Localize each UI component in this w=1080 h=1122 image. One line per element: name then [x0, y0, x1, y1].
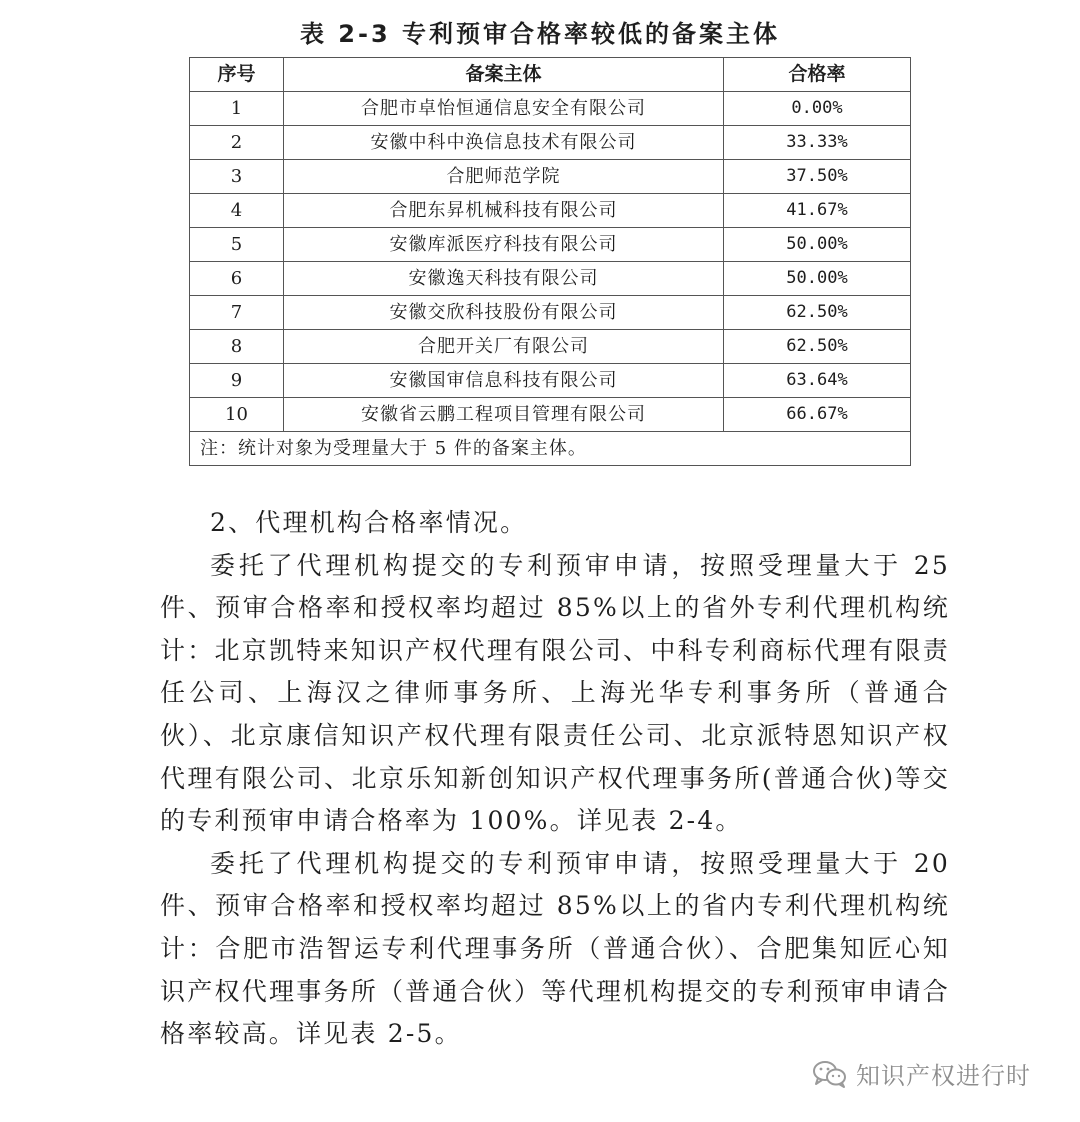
paragraph-in-province: 委托了代理机构提交的专利预审申请，按照受理量大于 20 件、预审合格率和授权率均超过 85%以上的省内专利代理机构统计：合肥市浩智运专利代理事务所（普通合伙）、合肥集知匠心知识产权代理事务所（普通合伙）等代理机构提交的专利预审申请合格率较高。详见表 2-5。 — [160, 848, 950, 1049]
table-row — [190, 262, 911, 296]
row-index: 8 — [190, 330, 284, 364]
row-index: 3 — [190, 160, 284, 194]
row-index: 6 — [190, 262, 284, 296]
row-index: 1 — [190, 92, 284, 126]
table-row — [190, 126, 911, 160]
table-row — [190, 364, 911, 398]
header-entity: 备案主体 — [284, 58, 724, 92]
table-row — [190, 228, 911, 262]
row-rate: 50.00% — [724, 228, 911, 262]
table-row — [190, 160, 911, 194]
row-rate: 41.67% — [724, 194, 911, 228]
row-entity: 安徽中科中涣信息技术有限公司 — [284, 126, 724, 160]
section-body — [160, 498, 950, 1056]
row-entity: 安徽库派医疗科技有限公司 — [284, 228, 724, 262]
row-rate: 0.00% — [724, 92, 911, 126]
wechat-watermark — [812, 1056, 1031, 1091]
table-header-row — [190, 58, 911, 92]
header-index: 序号 — [190, 58, 284, 92]
row-entity: 合肥市卓怡恒通信息安全有限公司 — [284, 92, 724, 126]
row-entity: 合肥开关厂有限公司 — [284, 330, 724, 364]
row-rate: 62.50% — [724, 296, 911, 330]
row-rate: 33.33% — [724, 126, 911, 160]
row-index: 9 — [190, 364, 284, 398]
row-index: 7 — [190, 296, 284, 330]
table-row — [190, 398, 911, 432]
paragraph-out-of-province: 委托了代理机构提交的专利预审申请，按照受理量大于 25 件、预审合格率和授权率均超过 85%以上的省外专利代理机构统计：北京凯特来知识产权代理有限公司、中科专利商标代理有限责任公司、上海汉之律师事务所、上海光华专利事务所（普通合伙）、北京康信知识产权代理有限责任公司、北京派特恩知识产权代理有限公司、北京乐知新创知识产权代理事务所(普通合伙)等交的专利预审申请合格率为 100%。详见表 2-4。 — [160, 550, 950, 836]
row-entity: 安徽交欣科技股份有限公司 — [284, 296, 724, 330]
row-entity: 安徽省云鹏工程项目管理有限公司 — [284, 398, 724, 432]
table-row — [190, 194, 911, 228]
row-index: 10 — [190, 398, 284, 432]
table-row — [190, 330, 911, 364]
row-index: 2 — [190, 126, 284, 160]
table-note: 注：统计对象为受理量大于 5 件的备案主体。 — [190, 432, 911, 466]
wechat-icon — [812, 1059, 848, 1089]
row-rate: 63.64% — [724, 364, 911, 398]
row-rate: 50.00% — [724, 262, 911, 296]
row-entity: 合肥东昇机械科技有限公司 — [284, 194, 724, 228]
row-rate: 62.50% — [724, 330, 911, 364]
row-entity: 安徽逸天科技有限公司 — [284, 262, 724, 296]
section-heading: 2、代理机构合格率情况。 — [210, 508, 528, 537]
row-index: 5 — [190, 228, 284, 262]
row-rate: 66.67% — [724, 398, 911, 432]
row-entity: 合肥师范学院 — [284, 160, 724, 194]
row-rate: 37.50% — [724, 160, 911, 194]
table-row — [190, 92, 911, 126]
table-note-row — [190, 432, 911, 466]
row-entity: 安徽国审信息科技有限公司 — [284, 364, 724, 398]
row-index: 4 — [190, 194, 284, 228]
table-row — [190, 296, 911, 330]
filing-entities-table — [189, 57, 911, 466]
header-rate: 合格率 — [724, 58, 911, 92]
table-title: 表 2-3 专利预审合格率较低的备案主体 — [299, 20, 781, 48]
watermark-text: 知识产权进行时 — [856, 1062, 1031, 1090]
